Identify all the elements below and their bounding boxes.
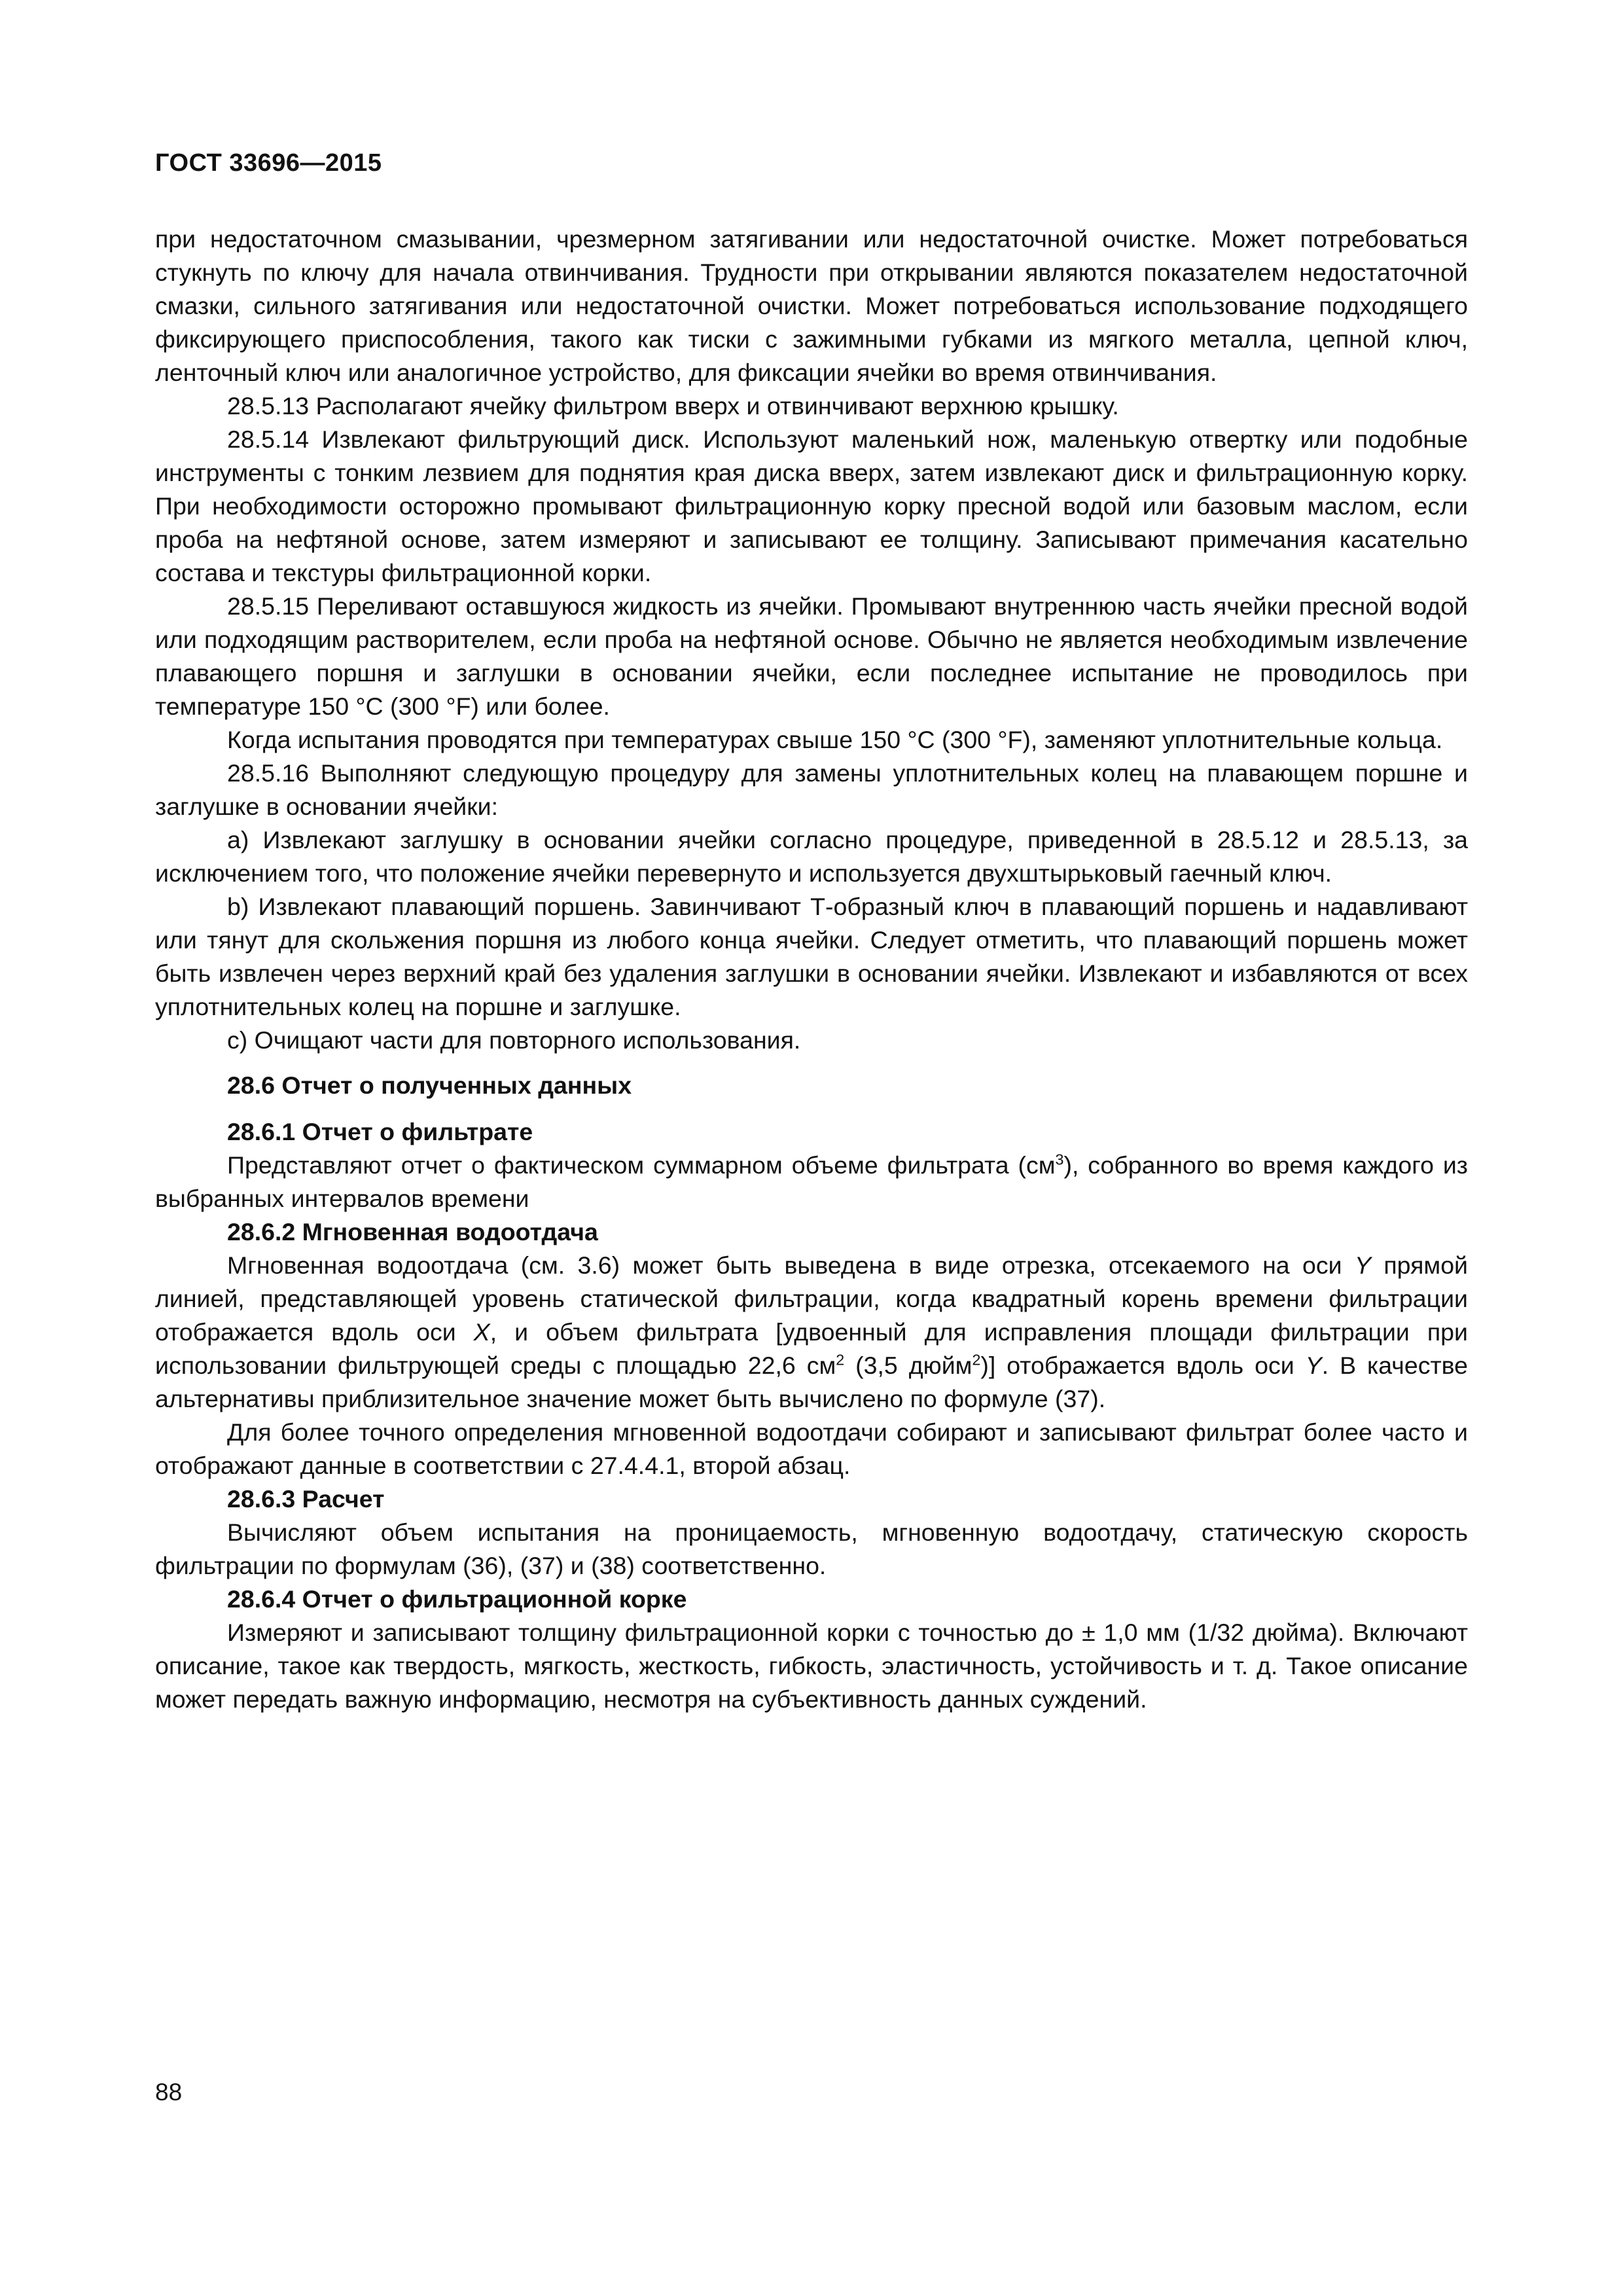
document-header: ГОСТ 33696—2015 xyxy=(155,149,382,177)
subsection-heading-28-6-3: 28.6.3 Расчет xyxy=(227,1485,385,1513)
paragraph-28-5-16: 28.5.16 Выполняют следующую процедуру для замены уплотнительных колец на плавающем поршне и заглушке в основании ячейки: xyxy=(155,759,1468,820)
paragraph-instant-fluid-loss-precision: Для более точного определения мгновенной водоотдачи собирают и записывают фильтрат более часто и отображают данные в соответствии с 27.4.4.1, второй абзац. xyxy=(155,1418,1468,1479)
paragraph-filter-cake-report: Измеряют и записывают толщину фильтрационной корки с точностью до ± 1,0 мм (1/32 дюйма). Включают описание, такое как твердость, мягкость, жесткость, гибкость, эластичность, устойчивость и т. д. Такое описание может передать важную информацию, несмотря на субъективность данных суждений. xyxy=(155,1619,1468,1713)
list-item-a: а) Извлекают заглушку в основании ячейки согласно процедуре, приведенной в 28.5.12 и 28.5.13, за исключением того, что положение ячейки перевернуто и используется двухштырьковый гаечный ключ. xyxy=(155,826,1468,887)
list-item-b: b) Извлекают плавающий поршень. Завинчивают Т-образный ключ в плавающий поршень и надавливают или тянут для скольжения поршня из любого конца ячейки. Следует отметить, что плавающий поршень может быть извлечен через верхний край без удаления заглушки в основании ячейки. Извлекают и избавляются от всех уплотнительных колец на поршне и заглушке. xyxy=(155,893,1468,1020)
section-heading-28-6: 28.6 Отчет о полученных данных xyxy=(227,1071,632,1099)
paragraph-28-5-13: 28.5.13 Располагают ячейку фильтром вверх и отвинчивают верхнюю крышку. xyxy=(227,392,1119,420)
page-number: 88 xyxy=(155,2079,183,2106)
paragraph-calculation: Вычисляют объем испытания на проницаемость, мгновенную водоотдачу, статическую скорость фильтрации по формулам (36), (37) и (38) соответственно. xyxy=(155,1518,1468,1579)
subsection-heading-28-6-2: 28.6.2 Мгновенная водоотдача xyxy=(227,1218,598,1246)
paragraph-filtrate-report: Представляют отчет о фактическом суммарном объеме фильтрата $(см^3)$, собранного во время каждого из выбранных интервалов времени xyxy=(155,1151,1468,1212)
document-body xyxy=(155,223,1468,1716)
paragraph-28-5-15: 28.5.15 Переливают оставшуюся жидкость из ячейки. Промывают внутреннюю часть ячейки пресной водой или подходящим растворителем, если проба на нефтяной основе. Обычно не является необходимым извлечение плавающего поршня и заглушки в основании ячейки, если последнее испытание не проводилось при температуре 150 °С (300 °F) или более. xyxy=(155,592,1468,720)
list-item-c: с) Очищают части для повторного использования. xyxy=(227,1026,801,1054)
paragraph-temperature-note: Когда испытания проводятся при температурах свыше 150 °С (300 °F), заменяют уплотнительные кольца. xyxy=(227,726,1443,753)
paragraph-continued: при недостаточном смазывании, чрезмерном затягивании или недостаточной очистке. Может потребоваться стукнуть по ключу для начала отвинчивания. Трудности при открывании являются показателем недостаточной смазки, сильного затягивания или недостаточной очистки. Может потребоваться использование подходящего фиксирующего приспособления, такого как тиски с зажимными губками из мягкого металла, цепной ключ, ленточный ключ или аналогичное устройство, для фиксации ячейки во время отвинчивания. xyxy=(155,225,1468,386)
paragraph-28-5-14: 28.5.14 Извлекают фильтрующий диск. Используют маленький нож, маленькую отвертку или подобные инструменты с тонким лезвием для поднятия края диска вверх, затем извлекают диск и фильтрационную корку. При необходимости осторожно промывают фильтрационную корку пресной водой или базовым маслом, если проба на нефтяной основе, затем измеряют и записывают ее толщину. Записывают примечания касательно состава и текстуры фильтрационной корки. xyxy=(155,425,1468,586)
paragraph-instant-fluid-loss: Мгновенная водоотдача (см. 3.6) может быть выведена в виде отрезка, отсекаемого на оси Y прямой линией, представляющей уровень статической фильтрации, когда квадратный корень времени фильтрации отображается вдоль оси X, и объем фильтрата [удвоенный для исправления площади фильтрации при использовании фильтрующей среды с площадью 22,6 $см^2$ (3,5 дюйм$^2$)] отображается вдоль оси Y. В качестве альтернативы приблизительное значение может быть вычислено по формуле (37). xyxy=(155,1251,1468,1412)
subsection-heading-28-6-1: 28.6.1 Отчет о фильтрате xyxy=(227,1118,533,1145)
subsection-heading-28-6-4: 28.6.4 Отчет о фильтрационной корке xyxy=(227,1585,687,1613)
